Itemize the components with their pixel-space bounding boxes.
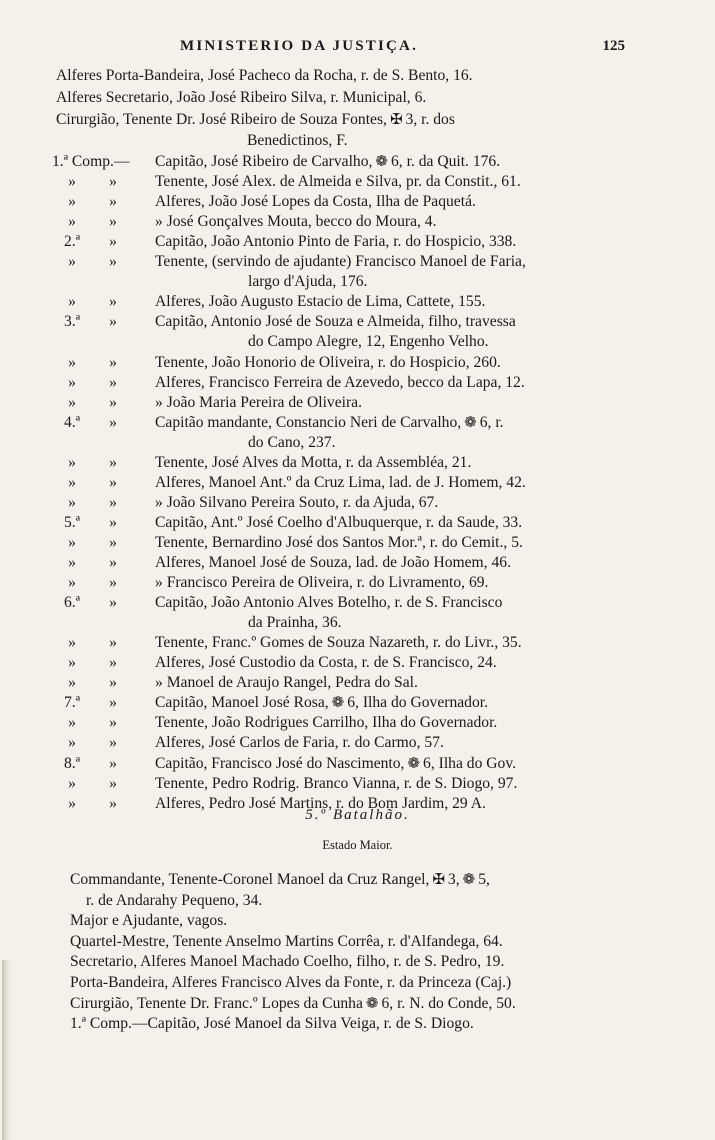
staff-row [70, 911, 227, 930]
text-segment: » Francisco Pereira de Oliveira, r. do Livramento, 69. [155, 574, 489, 592]
text-segment: r. de Andarahy Pequeno, 34. [86, 891, 263, 909]
text-segment: » José Gonçalves Mouta, becco do Moura, 4. [155, 213, 437, 231]
ditto-mark: » [109, 373, 117, 391]
entry-text [155, 733, 444, 752]
entry-text [155, 413, 504, 432]
text-segment: Alferes, José Custodio da Costa, r. de S. Francisco, 24. [155, 654, 497, 672]
entry-text [155, 353, 501, 372]
text-segment: Porta-Bandeira, Alferes Francisco Alves da Fonte, r. da Princeza (Caj.) [70, 974, 512, 991]
rose-order-icon: ❁ [462, 870, 476, 888]
company-number: » [68, 193, 76, 211]
text-segment: Cirurgião, Tenente Dr. Franc.º Lopes da Cunha [70, 994, 363, 1012]
company-number: » [68, 734, 76, 752]
text-segment: Capitão, José Ribeiro de Carvalho, [155, 153, 373, 170]
entry-text [155, 713, 497, 732]
text-segment: Capitão, Francisco José do Nascimento, [155, 754, 405, 772]
ditto-mark: » [109, 754, 117, 772]
company-number: » [68, 393, 76, 411]
text-segment: Capitão, Manoel José Rosa, [155, 694, 329, 712]
entry-text [155, 192, 476, 211]
entry-text [155, 312, 516, 331]
text-segment: Alferes, Francisco Ferreira de Azevedo, becco da Lapa, 12. [155, 373, 525, 391]
rose-order-icon: ❁ [407, 753, 421, 772]
ditto-mark: » [109, 293, 117, 311]
staff-row [70, 973, 511, 992]
company-number: » [68, 574, 76, 592]
text-segment: Quartel-Mestre, Tenente Anselmo Martins Corrêa, r. d'Alfandega, 64. [70, 932, 503, 950]
ditto-mark: » [109, 594, 117, 612]
staff-row [70, 952, 504, 971]
page-edge-shadow [2, 960, 10, 1140]
ditto-mark: » [109, 353, 117, 371]
staff-row [86, 891, 262, 910]
ditto-mark: » [109, 393, 117, 411]
ditto-mark: » [109, 674, 117, 692]
text-segment: Capitão, Ant.º José Coelho d'Albuquerque, r. da Saude, 33. [155, 513, 523, 531]
battalion-title: 5.º Batalhão. [305, 807, 410, 823]
ditto-mark: » [109, 574, 117, 592]
entry-text [155, 212, 437, 231]
text-line: Alferes Secretario, João José Ribeiro Silva, r. Municipal, 6. [56, 89, 427, 106]
entry-text [155, 673, 418, 692]
page-header [0, 38, 715, 62]
text-segment: Alferes, Manoel José de Souza, lad. de João Homem, 46. [155, 554, 511, 571]
company-number: » [68, 253, 76, 271]
entry-text [155, 533, 523, 552]
ditto-mark: » [109, 233, 117, 251]
company-number: 7.ª [64, 694, 80, 712]
ditto-mark: » [109, 794, 117, 812]
text-segment: Tenente, João Honorio de Oliveira, r. do Hospicio, 260. [155, 353, 501, 371]
company-number: » [68, 293, 76, 311]
company-number: » [68, 654, 76, 672]
text-segment: da Prainha, 36. [248, 614, 342, 632]
text-line: Alferes Porta-Bandeira, José Pacheco da Rocha, r. de S. Bento, 16. [56, 67, 473, 84]
company-number: » [68, 453, 76, 471]
running-title: MINISTERIO DA JUSTIÇA. [180, 38, 419, 54]
rose-order-icon: ❁ [331, 693, 345, 712]
text-segment: largo d'Ajuda, 176. [248, 273, 368, 291]
text-segment: 3, [447, 871, 460, 888]
company-number: 8.ª [64, 754, 80, 772]
text-segment: Tenente, Bernardino José dos Santos Mor.ª, r. do Cemit., 5. [155, 533, 523, 551]
entry-text [248, 433, 336, 452]
entry-text [155, 232, 516, 251]
ditto-mark: » [109, 173, 117, 191]
text-segment: Tenente, (servindo de ajudante) Francisco Manoel de Faria, [155, 253, 526, 271]
entry-text [155, 473, 526, 492]
ditto-mark: » [109, 774, 117, 792]
text-segment: do Cano, 237. [248, 433, 336, 451]
company-number: 5.ª [64, 513, 80, 531]
staff-title: Estado Maior. [322, 838, 393, 852]
company-number: » [68, 554, 76, 571]
text-segment: 6, r. N. do Conde, 50. [381, 994, 516, 1012]
text-segment: 6, r. da Quit. 176. [390, 153, 501, 170]
text-segment: » João Maria Pereira de Oliveira. [155, 393, 362, 411]
ditto-mark: » [109, 473, 117, 491]
ditto-mark: » [109, 213, 117, 231]
text-segment: Alferes, José Carlos de Faria, r. do Carmo, 57. [155, 734, 444, 752]
company-number: » [68, 634, 76, 652]
text-segment: » João Silvano Pereira Souto, r. da Ajuda, 67. [155, 493, 439, 511]
cross-icon: ✠ [432, 870, 445, 888]
company-number: » [68, 173, 76, 191]
text-segment: Capitão mandante, Constancio Neri de Carvalho, [155, 413, 462, 431]
entry-text [155, 453, 471, 472]
cross-icon: ✠ [389, 110, 403, 128]
text-segment: Tenente, Franc.º Gomes de Souza Nazareth, r. do Livr., 35. [155, 634, 522, 652]
entry-text [155, 653, 497, 672]
text-segment: Alferes, João José Lopes da Costa, Ilha de Paquetá. [155, 193, 476, 211]
staff-row [70, 870, 490, 889]
company-number: » [68, 473, 76, 491]
text-segment: Tenente, Pedro Rodrig. Branco Vianna, r. de S. Diogo, 97. [155, 774, 518, 792]
entry-text [155, 693, 488, 712]
ditto-mark: » [109, 634, 117, 652]
ditto-mark: » [109, 453, 117, 471]
text-segment: Capitão, João Antonio Pinto de Faria, r. do Hospicio, 338. [155, 233, 517, 251]
entry-text [155, 393, 362, 412]
entry-text [155, 292, 485, 311]
entry-text [248, 272, 367, 291]
text-segment: Alferes, Pedro José Martins, r. do Bom Jardim, 29 A. [155, 794, 486, 812]
page-number: 125 [602, 38, 625, 54]
company-number: 1.ª Comp.— [52, 153, 130, 170]
ditto-mark: » [109, 193, 117, 211]
text-segment: Capitão, João Antonio Alves Botelho, r. de S. Francisco [155, 594, 503, 612]
text-segment: 6, r. [479, 413, 504, 431]
text-segment: Tenente, José Alex. de Almeida e Silva, pr. da Constit., 61. [155, 173, 521, 191]
text-segment: Tenente, José Alves da Motta, r. da Assembléa, 21. [155, 453, 472, 471]
staff-row [70, 1014, 474, 1033]
text-segment: do Campo Alegre, 12, Engenho Velho. [248, 333, 489, 351]
entry-text [155, 172, 521, 191]
rose-order-icon: ❁ [464, 412, 477, 431]
text-segment: Tenente, João Rodrigues Carrilho, Ilha do Governador. [155, 714, 498, 732]
company-number: 6.ª [64, 594, 80, 612]
rose-order-icon: ❁ [375, 152, 388, 170]
entry-text [248, 613, 342, 632]
company-number: » [68, 353, 76, 371]
company-number: 3.ª [64, 313, 80, 331]
staff-heading [0, 836, 715, 854]
entry-text [155, 252, 526, 271]
company-number: » [68, 674, 76, 692]
ditto-mark: » [109, 493, 117, 511]
company-number: 2.ª [64, 233, 80, 251]
company-number: » [68, 213, 76, 231]
ditto-mark: » [109, 253, 117, 271]
text-line: Benedictinos, F. [247, 132, 348, 149]
ditto-mark: » [109, 413, 117, 431]
company-number: » [68, 714, 76, 732]
ditto-mark: » [109, 554, 117, 571]
entry-text [155, 553, 511, 572]
entry-text [155, 373, 525, 392]
staff-row [70, 994, 516, 1013]
text-segment: 3, r. dos [405, 111, 455, 128]
ditto-mark: » [109, 654, 117, 672]
entry-text [155, 573, 488, 592]
text-segment: 6, Ilha do Gov. [423, 754, 516, 772]
company-number: » [68, 373, 76, 391]
text-segment: Commandante, Tenente-Coronel Manoel da Cruz Rangel, [70, 871, 430, 888]
text-segment: Cirurgião, Tenente Dr. José Ribeiro de Souza Fontes, [56, 111, 387, 128]
company-number: » [68, 774, 76, 792]
text-segment: Alferes, João Augusto Estacio de Lima, Cattete, 155. [155, 293, 486, 311]
text-segment: » Manoel de Araujo Rangel, Pedra do Sal. [155, 674, 418, 692]
entry-text [155, 633, 522, 652]
ditto-mark: » [109, 313, 117, 331]
ditto-mark: » [109, 714, 117, 732]
entry-text [155, 152, 500, 171]
ditto-mark: » [109, 734, 117, 752]
ditto-mark: » [109, 513, 117, 531]
entry-text [248, 332, 489, 351]
staff-row [70, 932, 503, 951]
rose-order-icon: ❁ [365, 993, 379, 1012]
company-number: » [68, 794, 76, 812]
company-number: » [68, 493, 76, 511]
entry-text [155, 493, 438, 512]
text-line [56, 110, 455, 129]
text-segment: Capitão, Antonio José de Souza e Almeida, filho, travessa [155, 313, 516, 331]
text-segment: Alferes, Manoel Ant.º da Cruz Lima, lad. de J. Homem, 42. [155, 473, 526, 491]
text-segment: Major e Ajudante, vagos. [70, 912, 228, 930]
text-segment: 5, [478, 871, 490, 888]
entry-text [155, 593, 502, 612]
company-number: 4.ª [64, 413, 80, 431]
entry-text [155, 774, 517, 793]
text-segment: 1.ª Comp.—Capitão, José Manoel da Silva Veiga, r. de S. Diogo. [70, 1015, 474, 1033]
entry-text [155, 513, 522, 532]
text-segment: Secretario, Alferes Manoel Machado Coelho, filho, r. de S. Pedro, 19. [70, 953, 505, 971]
ditto-mark: » [109, 533, 117, 551]
company-number: » [68, 533, 76, 551]
ditto-mark: » [109, 694, 117, 712]
text-segment: 6, Ilha do Governador. [347, 694, 488, 712]
battalion-heading [0, 806, 715, 824]
entry-text [155, 754, 516, 773]
